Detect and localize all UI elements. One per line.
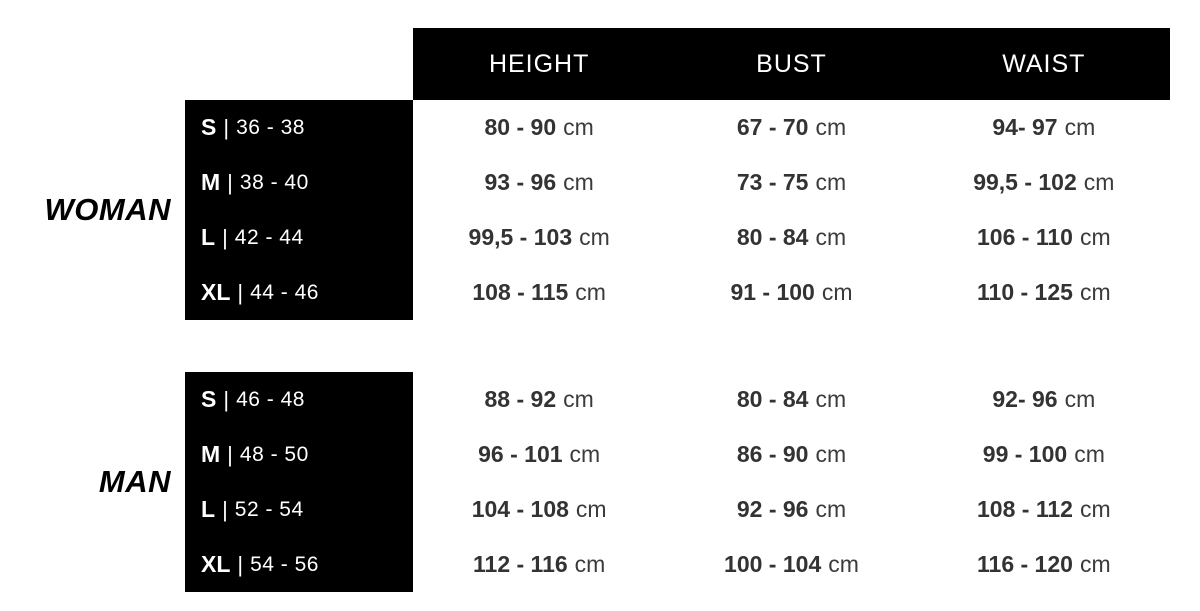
size-row [201,210,413,265]
measure-value: 99,5 - 103 [468,224,573,250]
group-woman [0,100,1200,320]
size-code: XL [201,279,231,305]
size-row [201,482,413,537]
measure-value: 67 - 70 [736,114,809,140]
measure-value: 92 - 96 [736,496,809,522]
column-header-waist: WAIST [1002,49,1086,78]
measure-value: 106 - 110 [977,224,1073,250]
measure-unit: cm [575,496,607,522]
size-row [201,155,413,210]
measure-unit: cm [815,169,847,195]
size-code: L [201,224,216,250]
measure-value: 73 - 75 [736,169,809,195]
measure-unit: cm [815,386,847,412]
measurements-man [413,372,1170,592]
measure-cell [665,482,917,537]
measure-unit: cm [1074,441,1105,467]
size-code: XL [201,551,231,577]
size-code: S [201,386,217,412]
measure-cell [665,427,917,482]
measure-column-height [413,372,665,592]
measure-cell [918,100,1170,155]
measurements-woman [413,100,1170,320]
size-range: 42 - 44 [234,225,304,249]
measure-cell [918,482,1170,537]
column-headers [413,28,1170,100]
measure-cell [665,100,917,155]
measure-unit: cm [828,551,859,577]
measure-column-waist [918,372,1170,592]
measure-unit: cm [1079,551,1111,577]
measure-value: 91 - 100 [730,279,815,305]
size-range: 48 - 50 [239,442,309,466]
measure-value: 108 - 112 [977,496,1073,522]
size-row [201,100,413,155]
measure-unit: cm [815,496,847,522]
size-separator: | [223,386,230,412]
measure-value: 99,5 - 102 [973,169,1077,195]
size-row [201,372,413,427]
size-code: M [201,169,221,195]
measure-unit: cm [821,279,853,305]
size-separator: | [222,496,228,522]
measure-unit: cm [815,441,847,467]
size-row [201,537,413,592]
measure-cell [413,210,665,265]
group-label-man: MAN [98,464,171,499]
group-label-woman: WOMAN [44,192,171,227]
measure-value: 86 - 90 [736,441,809,467]
measure-unit: cm [1064,386,1096,412]
size-column-woman [185,100,413,320]
measure-cell [665,210,917,265]
measure-cell [918,155,1170,210]
measure-value: 110 - 125 [977,279,1073,305]
measure-cell [413,427,665,482]
measure-value: 92- 96 [992,386,1058,412]
measure-unit: cm [1064,114,1096,140]
measure-unit: cm [1083,169,1115,195]
measure-value: 108 - 115 [472,279,569,305]
measure-cell [918,537,1170,592]
size-row [201,265,413,320]
measure-cell [413,537,665,592]
measure-cell [665,155,917,210]
measure-unit: cm [1079,496,1111,522]
measure-cell [413,100,665,155]
group-man [0,372,1200,592]
size-range: 38 - 40 [239,170,309,194]
measure-cell [665,372,917,427]
size-code: S [201,114,217,140]
size-separator: | [227,169,233,195]
measure-unit: cm [815,114,847,140]
measure-unit: cm [1079,279,1111,305]
measure-value: 104 - 108 [471,496,569,522]
measure-unit: cm [1079,224,1111,250]
measure-unit: cm [815,224,847,250]
measure-unit: cm [569,441,601,467]
measure-value: 112 - 116 [473,551,568,577]
measure-cell [918,372,1170,427]
measure-unit: cm [563,114,594,140]
measure-column-bust [665,100,917,320]
size-range: 54 - 56 [250,552,319,576]
measure-column-bust [665,372,917,592]
measure-value: 96 - 101 [478,441,563,467]
measure-unit: cm [563,169,594,195]
measure-column-height [413,100,665,320]
size-separator: | [223,114,230,140]
size-separator: | [227,441,233,467]
column-header-bust: BUST [756,49,827,78]
measure-value: 99 - 100 [982,441,1068,467]
size-range: 52 - 54 [234,497,304,521]
size-column-man [185,372,413,592]
size-range: 46 - 48 [236,387,305,411]
measure-unit: cm [579,224,610,250]
column-header-height: HEIGHT [488,49,590,78]
size-range: 44 - 46 [250,280,319,304]
measure-value: 94- 97 [992,114,1058,140]
size-separator: | [222,224,228,250]
measure-value: 116 - 120 [977,551,1073,577]
measure-value: 80 - 90 [484,114,557,140]
measure-unit: cm [575,279,606,305]
measure-unit: cm [563,386,594,412]
size-code: L [201,496,216,522]
measure-cell [918,427,1170,482]
measure-value: 100 - 104 [724,551,822,577]
size-code: M [201,441,221,467]
size-separator: | [237,279,244,305]
measure-unit: cm [574,551,606,577]
measure-cell [665,265,917,320]
measure-cell [413,155,665,210]
measure-value: 88 - 92 [484,386,557,412]
measure-cell [413,265,665,320]
measure-value: 80 - 84 [736,386,809,412]
measure-cell [413,482,665,537]
measure-cell [918,265,1170,320]
measure-cell [665,537,917,592]
measure-cell [918,210,1170,265]
measure-column-waist [918,100,1170,320]
size-range: 36 - 38 [236,115,305,139]
measure-value: 80 - 84 [736,224,809,250]
measure-cell [413,372,665,427]
size-row [201,427,413,482]
measure-value: 93 - 96 [484,169,557,195]
size-separator: | [237,551,244,577]
